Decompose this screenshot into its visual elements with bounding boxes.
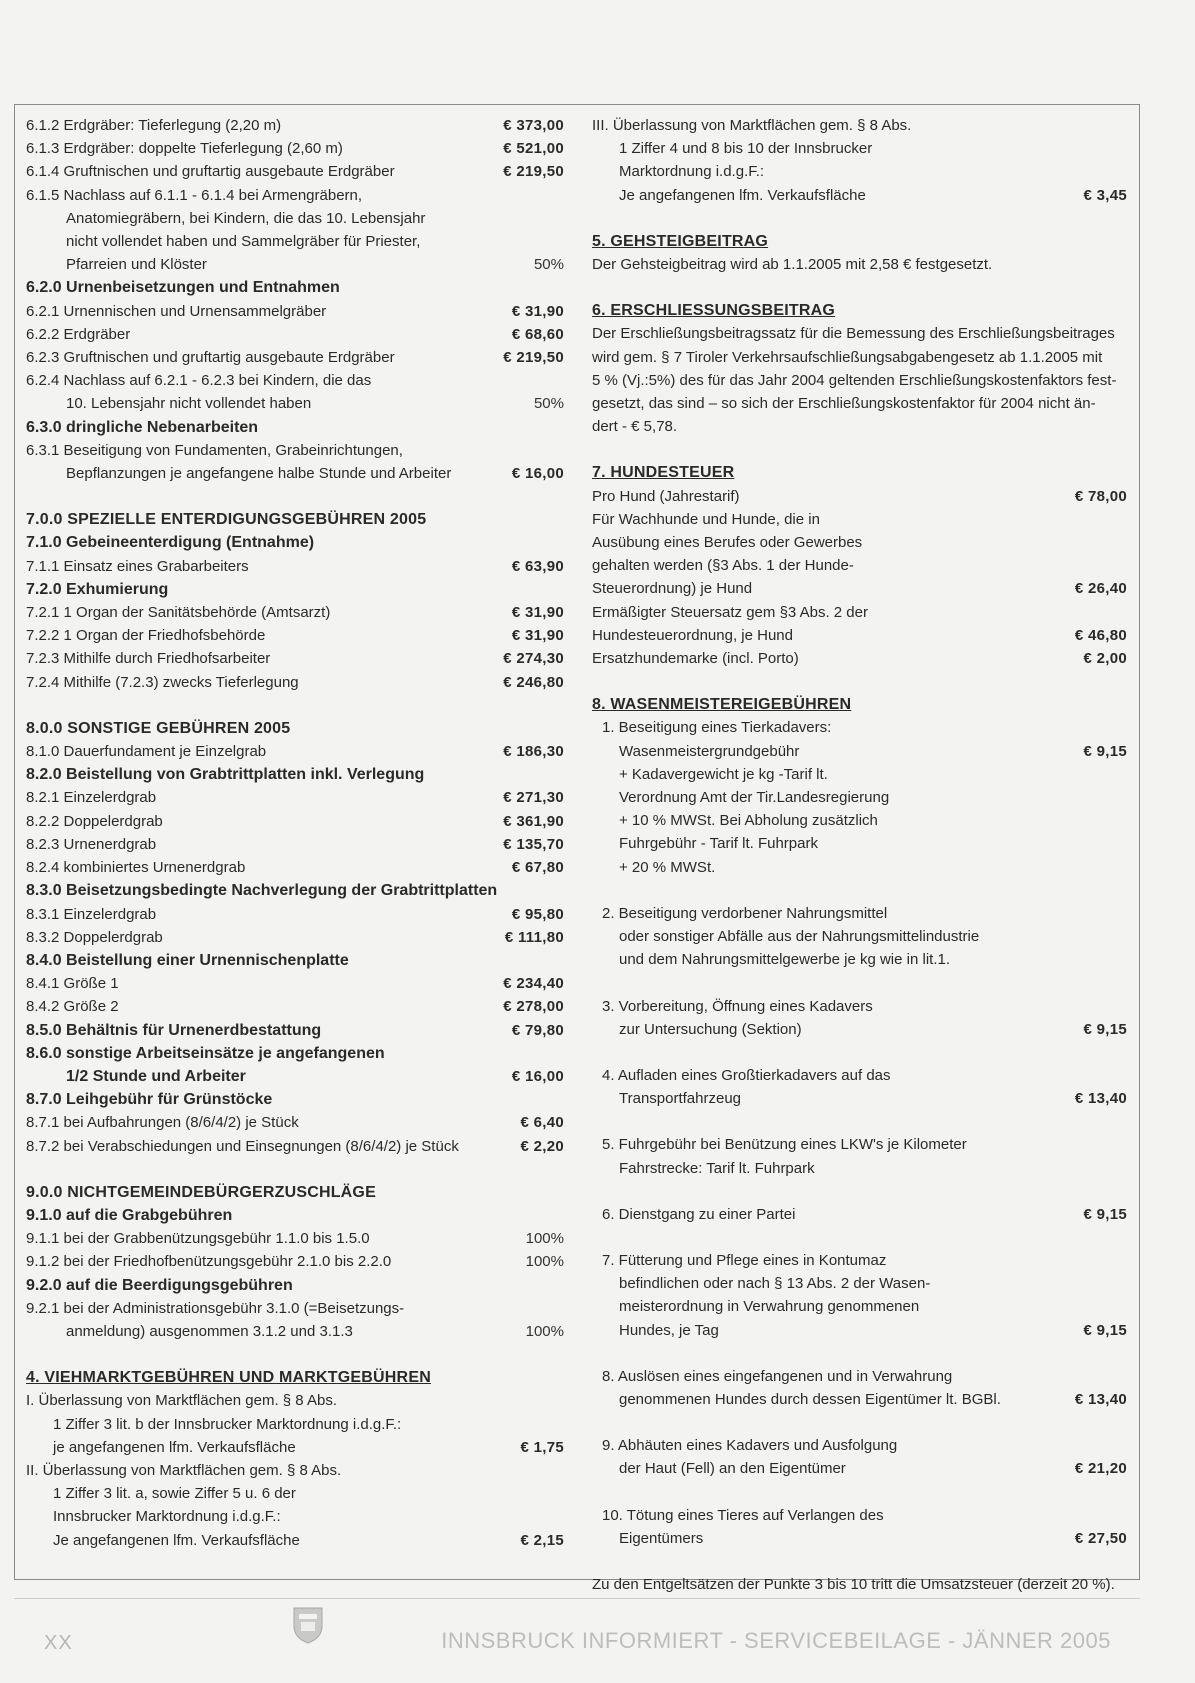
- right-line: [592, 693, 1127, 716]
- right-line-text: wird gem. § 7 Tiroler Verkehrsaufschließungsabgabengesetz ab 1.1.2005 mit: [592, 348, 1103, 366]
- left-line-text: 7.0.0 SPEZIELLE ENTERDIGUNGSGEBÜHREN 2005: [26, 511, 427, 529]
- right-line: [592, 1319, 1127, 1342]
- right-line: [592, 392, 1127, 415]
- spacer: [592, 670, 1127, 693]
- left-line: [26, 1505, 564, 1528]
- right-line-text: 5. GEHSTEIGBEITRAG: [592, 232, 769, 250]
- right-line-text: 1. Beseitigung eines Tierkadavers:: [602, 719, 832, 737]
- left-column: [26, 114, 564, 1552]
- left-line: [26, 1389, 564, 1412]
- right-line-text: Hundes, je Tag: [619, 1321, 719, 1339]
- spacer: [592, 879, 1127, 902]
- left-line: [26, 624, 564, 647]
- price-value: € 2,20: [520, 1137, 564, 1155]
- spacer: [592, 1180, 1127, 1203]
- left-line: [26, 833, 564, 856]
- left-line: [26, 416, 564, 439]
- price-value: € 68,60: [511, 325, 564, 343]
- right-line-text: Der Erschließungsbeitragssatz für die Bemessung des Erschließungsbeitrages: [592, 325, 1115, 343]
- right-line: [592, 948, 1127, 971]
- spacer: [592, 972, 1127, 995]
- right-line: [592, 1295, 1127, 1318]
- right-line: [592, 485, 1127, 508]
- right-line-text: 7. HUNDESTEUER: [592, 464, 735, 482]
- left-line-text: 8.6.0 sonstige Arbeitseinsätze je angefangenen: [26, 1044, 385, 1062]
- left-line: [26, 647, 564, 670]
- left-line-text: 6.1.5 Nachlass auf 6.1.1 - 6.1.4 bei Armengräbern,: [26, 186, 363, 204]
- right-line-text: + 10 % MWSt. Bei Abholung zusätzlich: [619, 812, 878, 830]
- right-line: [592, 508, 1127, 531]
- price-value: € 31,90: [511, 302, 564, 320]
- left-line-text: Je angefangenen lfm. Verkaufsfläche: [53, 1531, 300, 1549]
- right-line-text: 6. ERSCHLIESSUNGSBEITRAG: [592, 302, 836, 320]
- right-line-text: Fahrstrecke: Tarif lt. Fuhrpark: [619, 1159, 815, 1177]
- price-value: € 135,70: [503, 835, 564, 853]
- price-value: € 274,30: [503, 650, 564, 668]
- price-value: € 31,90: [511, 627, 564, 645]
- right-line: [592, 160, 1127, 183]
- right-line: [592, 1249, 1127, 1272]
- right-line-text: 2. Beseitigung verdorbener Nahrungsmittel: [602, 904, 888, 922]
- left-line-text: 8.1.0 Dauerfundament je Einzelgrab: [26, 743, 267, 761]
- left-line: [26, 1227, 564, 1250]
- left-line-text: 9.1.1 bei der Grabbenützungsgebühr 1.1.0 bis 1.5.0: [26, 1230, 370, 1248]
- price-value: € 16,00: [511, 1067, 564, 1085]
- left-line-text: 7.2.3 Mithilfe durch Friedhofsarbeiter: [26, 650, 271, 668]
- right-line: [592, 1272, 1127, 1295]
- right-line: [592, 114, 1127, 137]
- right-line-text: zur Untersuchung (Sektion): [619, 1020, 802, 1038]
- left-line: [26, 555, 564, 578]
- right-line-text: Zu den Entgeltsätzen der Punkte 3 bis 10 tritt die Umsatzsteuer (derzeit 20 %).: [592, 1575, 1115, 1593]
- spacer: [592, 1550, 1127, 1573]
- price-value: € 521,00: [503, 140, 564, 158]
- left-line-text: 7.1.0 Gebeineenterdigung (Entnahme): [26, 534, 315, 552]
- left-line: [26, 392, 564, 415]
- price-value: € 26,40: [1074, 580, 1127, 598]
- price-value: € 234,40: [503, 975, 564, 993]
- right-line-text: Der Gehsteigbeitrag wird ab 1.1.2005 mit 2,58 € festgesetzt.: [592, 256, 993, 274]
- price-value: € 1,75: [520, 1438, 564, 1456]
- right-line-text: Ersatzhundemarke (incl. Porto): [592, 650, 799, 668]
- left-line-text: 8.3.2 Doppelerdgrab: [26, 928, 163, 946]
- percentage-value: 100%: [525, 1253, 564, 1271]
- right-line-text: befindlichen oder nach § 13 Abs. 2 der Wasen-: [619, 1275, 931, 1293]
- right-line-text: gehalten werden (§3 Abs. 1 der Hunde-: [592, 557, 854, 575]
- left-line-text: 6.1.4 Gruftnischen und gruftartig ausgebaute Erdgräber: [26, 163, 395, 181]
- left-line-text: 8.7.2 bei Verabschiedungen und Einsegnungen (8/6/4/2) je Stück: [26, 1137, 459, 1155]
- price-value: € 3,45: [1083, 186, 1127, 204]
- right-line-text: Verordnung Amt der Tir.Landesregierung: [619, 789, 890, 807]
- right-line-text: + 20 % MWSt.: [619, 858, 716, 876]
- price-value: € 2,15: [520, 1531, 564, 1549]
- right-line-text: genommenen Hundes durch dessen Eigentümer lt. BGBl.: [619, 1390, 1001, 1408]
- left-line-text: 8.4.0 Beistellung einer Urnennischenplatte: [26, 951, 349, 969]
- left-line-text: 9.2.0 auf die Beerdigungsgebühren: [26, 1276, 293, 1294]
- left-line-text: 6.2.0 Urnenbeisetzungen und Entnahmen: [26, 279, 340, 297]
- left-line-text: 7.2.4 Mithilfe (7.2.3) zwecks Tieferlegung: [26, 673, 299, 691]
- left-line-text: 8.3.0 Beisetzungsbedingte Nachverlegung der Grabtrittplatten: [26, 882, 498, 900]
- right-line-text: 3. Vorbereitung, Öffnung eines Kadavers: [602, 997, 873, 1015]
- left-line-text: 1 Ziffer 3 lit. b der Innsbrucker Marktordnung i.d.g.F.:: [53, 1415, 402, 1433]
- right-line: [592, 1434, 1127, 1457]
- left-line: [26, 717, 564, 740]
- right-line-text: Hundesteuerordnung, je Hund: [592, 626, 793, 644]
- left-line-text: je angefangenen lfm. Verkaufsfläche: [53, 1438, 296, 1456]
- left-line-text: 6.1.2 Erdgräber: Tieferlegung (2,20 m): [26, 117, 282, 134]
- right-line-text: 5 % (Vj.:5%) des für das Jahr 2004 geltenden Erschließungskostenfaktors fest-: [592, 371, 1117, 389]
- left-line: [26, 1135, 564, 1158]
- spacer: [592, 1041, 1127, 1064]
- price-value: € 271,30: [503, 789, 564, 807]
- left-line: [26, 995, 564, 1018]
- percentage-value: 50%: [533, 395, 564, 413]
- left-line: [26, 810, 564, 833]
- right-line: [592, 1365, 1127, 1388]
- right-line: [592, 925, 1127, 948]
- price-value: € 361,90: [503, 812, 564, 830]
- right-line: [592, 461, 1127, 484]
- right-line: [592, 624, 1127, 647]
- left-line-text: 6.3.1 Beseitigung von Fundamenten, Grabeinrichtungen,: [26, 441, 403, 459]
- right-line-text: Transportfahrzeug: [619, 1090, 742, 1108]
- spacer: [592, 207, 1127, 230]
- left-line-text: 8.4.2 Größe 2: [26, 998, 119, 1016]
- price-value: € 9,15: [1083, 742, 1127, 760]
- footer-divider: [14, 1598, 1140, 1599]
- right-line: [592, 832, 1127, 855]
- left-line: [26, 1459, 564, 1482]
- left-line-text: nicht vollendet haben und Sammelgräber für Priester,: [66, 233, 421, 251]
- price-value: € 27,50: [1074, 1529, 1127, 1547]
- right-line: [592, 1087, 1127, 1110]
- right-line: [592, 346, 1127, 369]
- left-line-text: I. Überlassung von Marktflächen gem. § 8 Abs.: [26, 1392, 337, 1410]
- right-line: [592, 1157, 1127, 1180]
- right-line: [592, 716, 1127, 739]
- right-line: [592, 184, 1127, 207]
- left-line-text: 10. Lebensjahr nicht vollendet haben: [66, 395, 312, 413]
- left-line: [26, 949, 564, 972]
- left-line: [26, 1181, 564, 1204]
- right-line: [592, 1388, 1127, 1411]
- publication-title: INNSBRUCK INFORMIERT - SERVICEBEILAGE - JÄNNER 2005: [441, 1628, 1111, 1653]
- right-line: [592, 601, 1127, 624]
- left-line-text: 8.2.0 Beistellung von Grabtrittplatten inkl. Verlegung: [26, 766, 425, 784]
- left-line-text: 9.1.2 bei der Friedhofbenützungsgebühr 2.1.0 bis 2.2.0: [26, 1253, 392, 1271]
- right-line: [592, 137, 1127, 160]
- left-line-text: 8.2.4 kombiniertes Urnenerdgrab: [26, 859, 246, 877]
- right-line: [592, 647, 1127, 670]
- left-line: [26, 1413, 564, 1436]
- left-line: [26, 160, 564, 183]
- left-line-text: 9.0.0 NICHTGEMEINDEBÜRGERZUSCHLÄGE: [26, 1183, 376, 1201]
- right-line: [592, 369, 1127, 392]
- right-line-text: Ermäßigter Steuersatz gem §3 Abs. 2 der: [592, 603, 868, 621]
- right-line: [592, 1527, 1127, 1550]
- spacer: [26, 485, 564, 508]
- right-line: [592, 1018, 1127, 1041]
- right-line: [592, 902, 1127, 925]
- left-line: [26, 1274, 564, 1297]
- right-line: [592, 763, 1127, 786]
- right-line-text: 7. Fütterung und Pflege eines in Kontumaz: [602, 1251, 887, 1269]
- left-line-text: 7.2.1 1 Organ der Sanitätsbehörde (Amtsarzt): [26, 604, 331, 622]
- right-line: [592, 1573, 1127, 1596]
- left-line: [26, 1204, 564, 1227]
- innsbruck-crest-icon: [292, 1606, 324, 1644]
- left-line-text: Bepflanzungen je angefangene halbe Stunde und Arbeiter: [66, 465, 452, 483]
- right-line-text: 4. Aufladen eines Großtierkadavers auf das: [602, 1066, 891, 1084]
- left-line-text: 6.2.2 Erdgräber: [26, 325, 131, 343]
- left-line: [26, 1297, 564, 1320]
- left-line: [26, 1482, 564, 1505]
- left-line: [26, 763, 564, 786]
- price-value: € 46,80: [1074, 626, 1127, 644]
- price-value: € 79,80: [511, 1021, 564, 1039]
- price-value: € 16,00: [511, 465, 564, 483]
- right-line: [592, 230, 1127, 253]
- left-line: [26, 1088, 564, 1111]
- left-line: [26, 786, 564, 809]
- left-line: [26, 439, 564, 462]
- price-value: € 2,00: [1083, 650, 1127, 668]
- left-line: [26, 462, 564, 485]
- price-value: € 219,50: [503, 349, 564, 367]
- left-line-text: 8.2.2 Doppelerdgrab: [26, 812, 163, 830]
- left-line-text: 7.1.1 Einsatz eines Grabarbeiters: [26, 557, 249, 575]
- left-line: [26, 323, 564, 346]
- left-line: [26, 137, 564, 160]
- price-value: € 6,40: [520, 1114, 564, 1132]
- spacer: [592, 1411, 1127, 1434]
- left-line: [26, 1320, 564, 1343]
- left-line: [26, 1250, 564, 1273]
- left-line: [26, 184, 564, 207]
- right-line: [592, 995, 1127, 1018]
- left-line: [26, 1529, 564, 1552]
- right-line: [592, 1203, 1127, 1226]
- left-line-text: 8.5.0 Behältnis für Urnenerdbestattung: [26, 1021, 322, 1039]
- left-line: [26, 1019, 564, 1042]
- right-line-text: der Haut (Fell) an den Eigentümer: [619, 1460, 846, 1478]
- right-line: [592, 299, 1127, 322]
- spacer: [26, 694, 564, 717]
- right-line-text: gesetzt, das sind – so sich der Erschließungskostenfaktor für 2004 nicht än-: [592, 395, 1096, 413]
- left-line-text: Pfarreien und Klöster: [66, 256, 207, 274]
- price-value: € 31,90: [511, 604, 564, 622]
- spacer: [26, 1343, 564, 1366]
- left-line-text: 8.2.1 Einzelerdgrab: [26, 789, 157, 807]
- price-value: € 111,80: [504, 928, 564, 946]
- spacer: [592, 1481, 1127, 1504]
- left-line: [26, 879, 564, 902]
- right-line-text: oder sonstiger Abfälle aus der Nahrungsmittelindustrie: [619, 928, 980, 946]
- price-value: € 9,15: [1083, 1321, 1127, 1339]
- left-line-text: 7.2.0 Exhumierung: [26, 580, 169, 598]
- left-line: [26, 578, 564, 601]
- left-line-text: 7.2.2 1 Organ der Friedhofsbehörde: [26, 627, 266, 645]
- price-value: € 186,30: [503, 743, 564, 761]
- right-line-text: 8. WASENMEISTEREIGEBÜHREN: [592, 696, 852, 714]
- left-line: [26, 671, 564, 694]
- left-line-text: 6.3.0 dringliche Nebenarbeiten: [26, 418, 259, 436]
- price-value: € 78,00: [1074, 487, 1127, 505]
- right-line-text: Wasenmeistergrundgebühr: [619, 742, 800, 760]
- right-line-text: Fuhrgebühr - Tarif lt. Fuhrpark: [619, 835, 818, 853]
- left-line: [26, 300, 564, 323]
- right-line: [592, 531, 1127, 554]
- price-value: € 13,40: [1074, 1390, 1127, 1408]
- price-value: € 278,00: [503, 998, 564, 1016]
- right-line-text: Ausübung eines Berufes oder Gewerbes: [592, 534, 863, 552]
- spacer: [592, 1110, 1127, 1133]
- percentage-value: 100%: [525, 1322, 564, 1340]
- left-line-text: 6.2.3 Gruftnischen und gruftartig ausgebaute Erdgräber: [26, 349, 395, 367]
- left-line: [26, 740, 564, 763]
- right-line: [592, 740, 1127, 763]
- left-line: [26, 1436, 564, 1459]
- right-line: [592, 577, 1127, 600]
- price-value: € 21,20: [1074, 1460, 1127, 1478]
- right-line: [592, 786, 1127, 809]
- spacer: [26, 1158, 564, 1181]
- left-line-text: 8.4.1 Größe 1: [26, 975, 119, 993]
- left-line: [26, 856, 564, 879]
- right-line-text: Für Wachhunde und Hunde, die in: [592, 510, 820, 528]
- left-line: [26, 369, 564, 392]
- spacer: [592, 1226, 1127, 1249]
- right-line-text: Steuerordnung) je Hund: [592, 580, 753, 598]
- left-line: [26, 508, 564, 531]
- price-value: € 246,80: [503, 673, 564, 691]
- right-line: [592, 856, 1127, 879]
- left-line: [26, 253, 564, 276]
- right-line: [592, 1504, 1127, 1527]
- left-line-text: 4. VIEHMARKTGEBÜHREN UND MARKTGEBÜHREN: [26, 1369, 431, 1387]
- right-line-text: 6. Dienstgang zu einer Partei: [602, 1205, 796, 1223]
- left-line: [26, 601, 564, 624]
- right-line-text: und dem Nahrungsmittelgewerbe je kg wie in lit.1.: [619, 951, 951, 969]
- right-line: [592, 1064, 1127, 1087]
- left-line-text: 6.1.3 Erdgräber: doppelte Tieferlegung (2,60 m): [26, 140, 343, 158]
- right-line-text: 10. Tötung eines Tieres auf Verlangen des: [602, 1506, 884, 1524]
- left-line-text: 8.7.1 bei Aufbahrungen (8/6/4/2) je Stück: [26, 1114, 299, 1132]
- left-line-text: Anatomiegräbern, bei Kindern, die das 10. Lebensjahr: [66, 209, 426, 227]
- left-line: [26, 230, 564, 253]
- left-line: [26, 1042, 564, 1065]
- price-value: € 95,80: [511, 905, 564, 923]
- left-line: [26, 531, 564, 554]
- spacer: [592, 276, 1127, 299]
- left-line-text: 6.2.1 Urnennischen und Urnensammelgräber: [26, 302, 327, 320]
- right-line-text: Eigentümers: [619, 1529, 704, 1547]
- left-line: [26, 1366, 564, 1389]
- right-line-text: 1 Ziffer 4 und 8 bis 10 der Innsbrucker: [619, 140, 873, 158]
- left-line: [26, 346, 564, 369]
- right-line-text: 8. Auslösen eines eingefangenen und in Verwahrung: [602, 1367, 953, 1385]
- left-line: [26, 972, 564, 995]
- left-line-text: 1/2 Stunde und Arbeiter: [66, 1067, 246, 1085]
- right-line: [592, 322, 1127, 345]
- right-line-text: dert - € 5,78.: [592, 418, 678, 436]
- percentage-value: 100%: [525, 1230, 564, 1248]
- page-number: XX: [44, 1632, 73, 1654]
- right-line-text: Marktordnung i.d.g.F.:: [619, 163, 765, 181]
- left-line: [26, 207, 564, 230]
- left-line-text: 1 Ziffer 3 lit. a, sowie Ziffer 5 u. 6 der: [53, 1485, 296, 1503]
- left-line-text: 9.1.0 auf die Grabgebühren: [26, 1206, 233, 1224]
- right-line-text: meisterordnung in Verwahrung genommenen: [619, 1298, 920, 1316]
- left-line: [26, 926, 564, 949]
- price-value: € 63,90: [511, 557, 564, 575]
- price-value: € 219,50: [503, 163, 564, 181]
- right-column: [592, 114, 1127, 1596]
- right-line-text: III. Überlassung von Marktflächen gem. § 8 Abs.: [592, 117, 912, 134]
- price-value: € 373,00: [503, 117, 564, 134]
- price-value: € 9,15: [1083, 1020, 1127, 1038]
- percentage-value: 50%: [533, 256, 564, 274]
- left-line-text: 8.2.3 Urnenerdgrab: [26, 835, 157, 853]
- price-value: € 9,15: [1083, 1205, 1127, 1223]
- left-line: [26, 903, 564, 926]
- left-line-text: Innsbrucker Marktordnung i.d.g.F.:: [53, 1508, 281, 1526]
- spacer: [592, 438, 1127, 461]
- left-line: [26, 1065, 564, 1088]
- right-line: [592, 415, 1127, 438]
- price-value: € 67,80: [511, 859, 564, 877]
- right-line-text: 5. Fuhrgebühr bei Benützung eines LKW's je Kilometer: [602, 1136, 967, 1154]
- spacer: [592, 1342, 1127, 1365]
- right-line: [592, 1457, 1127, 1480]
- left-line-text: 8.7.0 Leihgebühr für Grünstöcke: [26, 1091, 273, 1109]
- right-line-text: Pro Hund (Jahrestarif): [592, 487, 740, 505]
- right-line: [592, 1133, 1127, 1156]
- right-line: [592, 253, 1127, 276]
- left-line: [26, 114, 564, 137]
- left-line-text: anmeldung) ausgenommen 3.1.2 und 3.1.3: [66, 1322, 353, 1340]
- right-line: [592, 554, 1127, 577]
- left-line: [26, 1111, 564, 1134]
- right-line-text: Je angefangenen lfm. Verkaufsfläche: [619, 186, 866, 204]
- right-line-text: 9. Abhäuten eines Kadavers und Ausfolgung: [602, 1437, 898, 1455]
- price-value: € 13,40: [1074, 1090, 1127, 1108]
- left-line-text: 6.2.4 Nachlass auf 6.2.1 - 6.2.3 bei Kindern, die das: [26, 372, 372, 390]
- left-line-text: II. Überlassung von Marktflächen gem. § 8 Abs.: [26, 1461, 342, 1479]
- left-line-text: 8.3.1 Einzelerdgrab: [26, 905, 157, 923]
- left-line: [26, 276, 564, 299]
- right-line: [592, 809, 1127, 832]
- left-line-text: 8.0.0 SONSTIGE GEBÜHREN 2005: [26, 719, 291, 737]
- right-line-text: + Kadavergewicht je kg -Tarif lt.: [619, 765, 828, 783]
- left-line-text: 9.2.1 bei der Administrationsgebühr 3.1.0 (=Beisetzungs-: [26, 1299, 405, 1317]
